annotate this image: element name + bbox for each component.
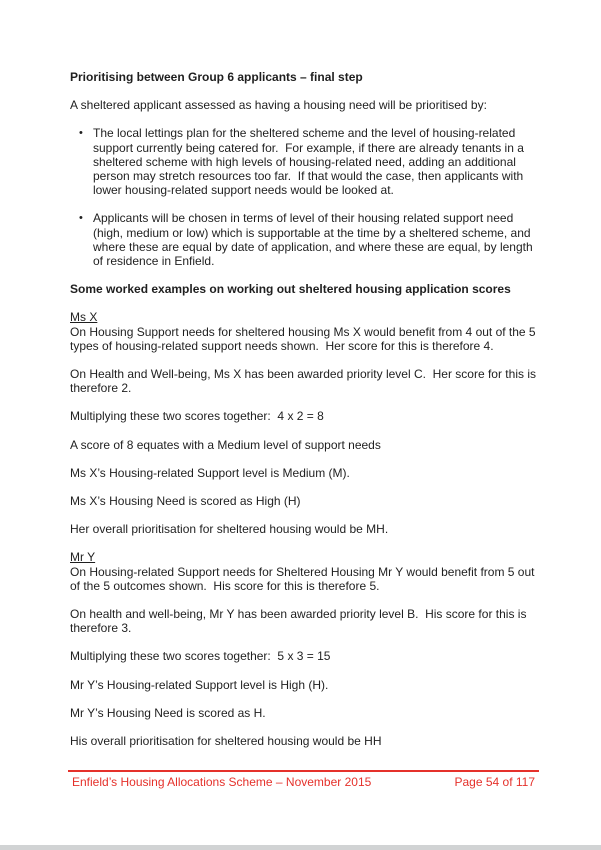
bullet-text-local-lettings: The local lettings plan for the sheltered scheme and the level of housing-related support currently being catered for. For example, if there are already tenants in a sheltered scheme with high levels of housing-related need, adding an additional person may stretch resources too far. If that would the case, then applicants with lower housing-related support needs would be looked at.	[93, 126, 528, 198]
bullet-icon: •	[79, 212, 83, 225]
page-content	[70, 70, 542, 762]
example-section-ms-x	[70, 310, 542, 536]
footer-page-number: Page 54 of 117	[454, 775, 535, 789]
paragraph: Mr Y’s Housing Need is scored as H.	[70, 705, 266, 720]
page-footer	[68, 775, 539, 789]
intro-paragraph: A sheltered applicant assessed as having a housing need will be prioritised by:	[70, 98, 487, 113]
section-heading-worked-examples: Some worked examples on working out sheltered housing application scores	[70, 282, 511, 297]
paragraph: On Housing Support needs for sheltered housing Ms X would benefit from 4 out of the 5 types of housing-related support needs shown. Her score for this is therefore 4.	[70, 324, 539, 353]
paragraph: Multiplying these two scores together: 5 x 3 = 15	[70, 649, 331, 664]
paragraph: On Health and Well-being, Ms X has been awarded priority level C. Her score for this is therefore 2.	[70, 367, 540, 396]
example-section-mr-y	[70, 550, 542, 748]
paragraph: Multiplying these two scores together: 4 x 2 = 8	[70, 409, 324, 424]
list-item	[70, 126, 542, 197]
paragraph: On Housing-related Support needs for Sheltered Housing Mr Y would benefit from 5 out of the 5 outcomes shown. His score for this is therefore 5.	[70, 564, 538, 593]
list-item	[70, 211, 542, 268]
footer-document-title: Enfield’s Housing Allocations Scheme – November 2015	[72, 775, 372, 789]
bullet-icon: •	[79, 127, 83, 140]
bottom-edge-bar	[0, 845, 601, 850]
paragraph: His overall prioritisation for sheltered housing would be HH	[70, 734, 382, 749]
paragraph: Ms X’s Housing-related Support level is Medium (M).	[70, 465, 350, 480]
section-heading-prioritising: Prioritising between Group 6 applicants – final step	[70, 70, 363, 84]
paragraph: Mr Y’s Housing-related Support level is High (H).	[70, 677, 329, 692]
bullet-text-applicants-chosen: Applicants will be chosen in terms of level of their housing related support need (high, medium or low) which is supportable at the time by a sheltered scheme, and where these are equal by date of application, and where these are equal, by length of residence in Enfield.	[93, 211, 536, 269]
example-name-ms-x: Ms X	[70, 310, 98, 325]
paragraph: On health and well-being, Mr Y has been awarded priority level B. His score for this is therefore 3.	[70, 607, 530, 636]
footer-divider	[68, 770, 539, 772]
paragraph: Ms X’s Housing Need is scored as High (H)	[70, 494, 301, 509]
paragraph: A score of 8 equates with a Medium level of support needs	[70, 437, 381, 452]
paragraph: Her overall prioritisation for sheltered housing would be MH.	[70, 522, 389, 537]
bullet-list	[70, 126, 542, 268]
example-name-mr-y: Mr Y	[70, 550, 96, 565]
